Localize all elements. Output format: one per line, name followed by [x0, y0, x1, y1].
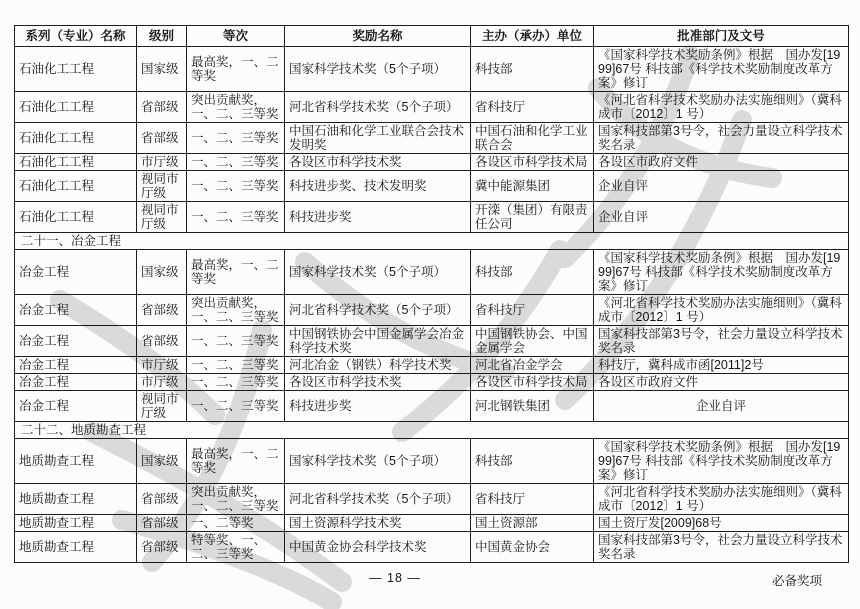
table-row [15, 154, 849, 171]
cell-organizer: 开滦（集团）有限责任公司 [471, 202, 594, 233]
table-row [15, 532, 849, 563]
award-table [14, 25, 849, 563]
cell-award-name: 各设区市科学技术奖 [285, 374, 471, 391]
cell-approval: 《国家科学技术奖励条例》根据 国办发[1999]67号 科技部《科学技术奖励制度改革方案》修订 [594, 439, 849, 484]
cell-award-name: 中国石油和化学工业联合会技术发明奖 [285, 123, 471, 154]
cell-organizer: 中国钢铁协会、中国金属学会 [471, 326, 594, 357]
cell-level: 国家级 [137, 47, 187, 92]
cell-award-name: 科技进步奖 [285, 391, 471, 422]
cell-organizer: 中国黄金协会 [471, 532, 594, 563]
cell-grade: 一、二、三等奖 [187, 171, 285, 202]
cell-organizer: 河北钢铁集团 [471, 391, 594, 422]
cell-level: 省部级 [137, 484, 187, 515]
cell-level: 国家级 [137, 439, 187, 484]
cell-grade: 最高奖，一、二等奖 [187, 439, 285, 484]
table-row [15, 92, 849, 123]
section-row [15, 422, 849, 439]
cell-level: 市厅级 [137, 374, 187, 391]
header-grade: 等次 [187, 26, 285, 47]
cell-approval: 《国家科学技术奖励条例》根据 国办发[1999]67号 科技部《科学技术奖励制度改革方案》修订 [594, 47, 849, 92]
cell-award-name: 国家科学技术奖（5个子项） [285, 250, 471, 295]
table-row [15, 484, 849, 515]
table-row [15, 357, 849, 374]
cell-award-name: 国家科学技术奖（5个子项） [285, 439, 471, 484]
cell-level: 市厅级 [137, 154, 187, 171]
table-row [15, 326, 849, 357]
cell-organizer: 河北省冶金学会 [471, 357, 594, 374]
cell-level: 视同市厅级 [137, 202, 187, 233]
section-label: 二十二、地质勘查工程 [15, 422, 849, 439]
header-approval: 批准部门及文号 [594, 26, 849, 47]
table-row [15, 47, 849, 92]
cell-approval: 国家科技部第3号令，社会力量设立科学技术奖名录 [594, 532, 849, 563]
cell-approval: 科技厅，冀科成市函[2011]2号 [594, 357, 849, 374]
cell-award-name: 河北省科学技术奖（5个子项） [285, 92, 471, 123]
cell-level: 省部级 [137, 123, 187, 154]
cell-grade: 特等奖、一、二、三等奖 [187, 532, 285, 563]
cell-series-name: 石油化工工程 [15, 171, 137, 202]
header-organizer: 主办（承办）单位 [471, 26, 594, 47]
section-row [15, 233, 849, 250]
cell-approval: 国土资厅发[2009]68号 [594, 515, 849, 532]
cell-series-name: 地质勘查工程 [15, 515, 137, 532]
cell-series-name: 地质勘查工程 [15, 439, 137, 484]
cell-level: 视同市厅级 [137, 171, 187, 202]
cell-grade: 一、二、三等奖 [187, 374, 285, 391]
cell-award-name: 科技进步奖 [285, 202, 471, 233]
table-row [15, 171, 849, 202]
table-row [15, 295, 849, 326]
cell-award-name: 河北省科学技术奖（5个子项） [285, 295, 471, 326]
cell-organizer: 科技部 [471, 439, 594, 484]
cell-series-name: 冶金工程 [15, 250, 137, 295]
table-row [15, 439, 849, 484]
cell-series-name: 冶金工程 [15, 374, 137, 391]
header-series-name: 系列（专业）名称 [15, 26, 137, 47]
cell-grade: 一、二、三等奖 [187, 391, 285, 422]
table-row [15, 374, 849, 391]
cell-series-name: 冶金工程 [15, 357, 137, 374]
footer-note: 必备奖项 [772, 574, 823, 588]
cell-organizer: 冀中能源集团 [471, 171, 594, 202]
cell-grade: 一、二、三等奖 [187, 357, 285, 374]
page-number: — 18 — [369, 571, 421, 585]
cell-award-name: 河北省科学技术奖（5个子项） [285, 484, 471, 515]
cell-award-name: 河北冶金（钢铁）科学技术奖 [285, 357, 471, 374]
header-level: 级别 [137, 26, 187, 47]
cell-grade: 突出贡献奖，一、二、三等奖 [187, 295, 285, 326]
cell-level: 省部级 [137, 295, 187, 326]
cell-grade: 一、二、三等奖 [187, 154, 285, 171]
cell-series-name: 地质勘查工程 [15, 484, 137, 515]
cell-level: 省部级 [137, 92, 187, 123]
cell-series-name: 石油化工工程 [15, 92, 137, 123]
cell-level: 省部级 [137, 515, 187, 532]
cell-grade: 突出贡献奖，一、二、三等奖 [187, 92, 285, 123]
table-header-row [15, 26, 849, 47]
cell-grade: 一、二、三等奖 [187, 326, 285, 357]
cell-organizer: 省科技厅 [471, 92, 594, 123]
cell-approval: 国家科技部第3号令，社会力量设立科学技术奖名录 [594, 123, 849, 154]
cell-grade: 一、二、三等奖 [187, 202, 285, 233]
table-row [15, 202, 849, 233]
cell-organizer: 科技部 [471, 47, 594, 92]
cell-award-name: 各设区市科学技术奖 [285, 154, 471, 171]
cell-level: 视同市厅级 [137, 391, 187, 422]
cell-award-name: 中国黄金协会科学技术奖 [285, 532, 471, 563]
cell-approval: 各设区市政府文件 [594, 374, 849, 391]
cell-award-name: 国土资源科学技术奖 [285, 515, 471, 532]
cell-approval: 各设区市政府文件 [594, 154, 849, 171]
table-row [15, 391, 849, 422]
cell-approval: 企业自评 [594, 202, 849, 233]
cell-grade: 最高奖，一、二等奖 [187, 47, 285, 92]
cell-level: 省部级 [137, 326, 187, 357]
cell-series-name: 石油化工工程 [15, 154, 137, 171]
cell-organizer: 科技部 [471, 250, 594, 295]
cell-series-name: 石油化工工程 [15, 202, 137, 233]
cell-award-name: 中国钢铁协会中国金属学会冶金科学技术奖 [285, 326, 471, 357]
table-row [15, 515, 849, 532]
cell-approval: 《河北省科学技术奖励办法实施细则》（冀科成市〔2012〕1 号） [594, 92, 849, 123]
cell-organizer: 中国石油和化学工业联合会 [471, 123, 594, 154]
cell-series-name: 石油化工工程 [15, 123, 137, 154]
cell-approval: 企业自评 [594, 391, 849, 422]
cell-level: 市厅级 [137, 357, 187, 374]
cell-approval: 《国家科学技术奖励条例》根据 国办发[1999]67号 科技部《科学技术奖励制度改革方案》修订 [594, 250, 849, 295]
cell-level: 国家级 [137, 250, 187, 295]
header-award-name: 奖励名称 [285, 26, 471, 47]
cell-approval: 国家科技部第3号令，社会力量设立科学技术奖名录 [594, 326, 849, 357]
cell-series-name: 地质勘查工程 [15, 532, 137, 563]
cell-award-name: 国家科学技术奖（5个子项） [285, 47, 471, 92]
cell-approval: 《河北省科学技术奖励办法实施细则》（冀科成市〔2012〕1 号） [594, 484, 849, 515]
cell-series-name: 冶金工程 [15, 326, 137, 357]
cell-series-name: 冶金工程 [15, 391, 137, 422]
section-label: 二十一、冶金工程 [15, 233, 849, 250]
cell-organizer: 各设区市科学技术局 [471, 154, 594, 171]
cell-organizer: 各设区市科学技术局 [471, 374, 594, 391]
cell-approval: 《河北省科学技术奖励办法实施细则》（冀科成市〔2012〕1 号） [594, 295, 849, 326]
cell-award-name: 科技进步奖、技术发明奖 [285, 171, 471, 202]
cell-grade: 一、二等奖 [187, 515, 285, 532]
cell-organizer: 省科技厅 [471, 295, 594, 326]
table-row [15, 250, 849, 295]
table-row [15, 123, 849, 154]
cell-grade: 最高奖，一、二等奖 [187, 250, 285, 295]
cell-grade: 一、二、三等奖 [187, 123, 285, 154]
cell-level: 省部级 [137, 532, 187, 563]
cell-organizer: 国土资源部 [471, 515, 594, 532]
cell-grade: 突出贡献奖，一、二、三等奖 [187, 484, 285, 515]
cell-organizer: 省科技厅 [471, 484, 594, 515]
cell-series-name: 石油化工工程 [15, 47, 137, 92]
cell-series-name: 冶金工程 [15, 295, 137, 326]
cell-approval: 企业自评 [594, 171, 849, 202]
